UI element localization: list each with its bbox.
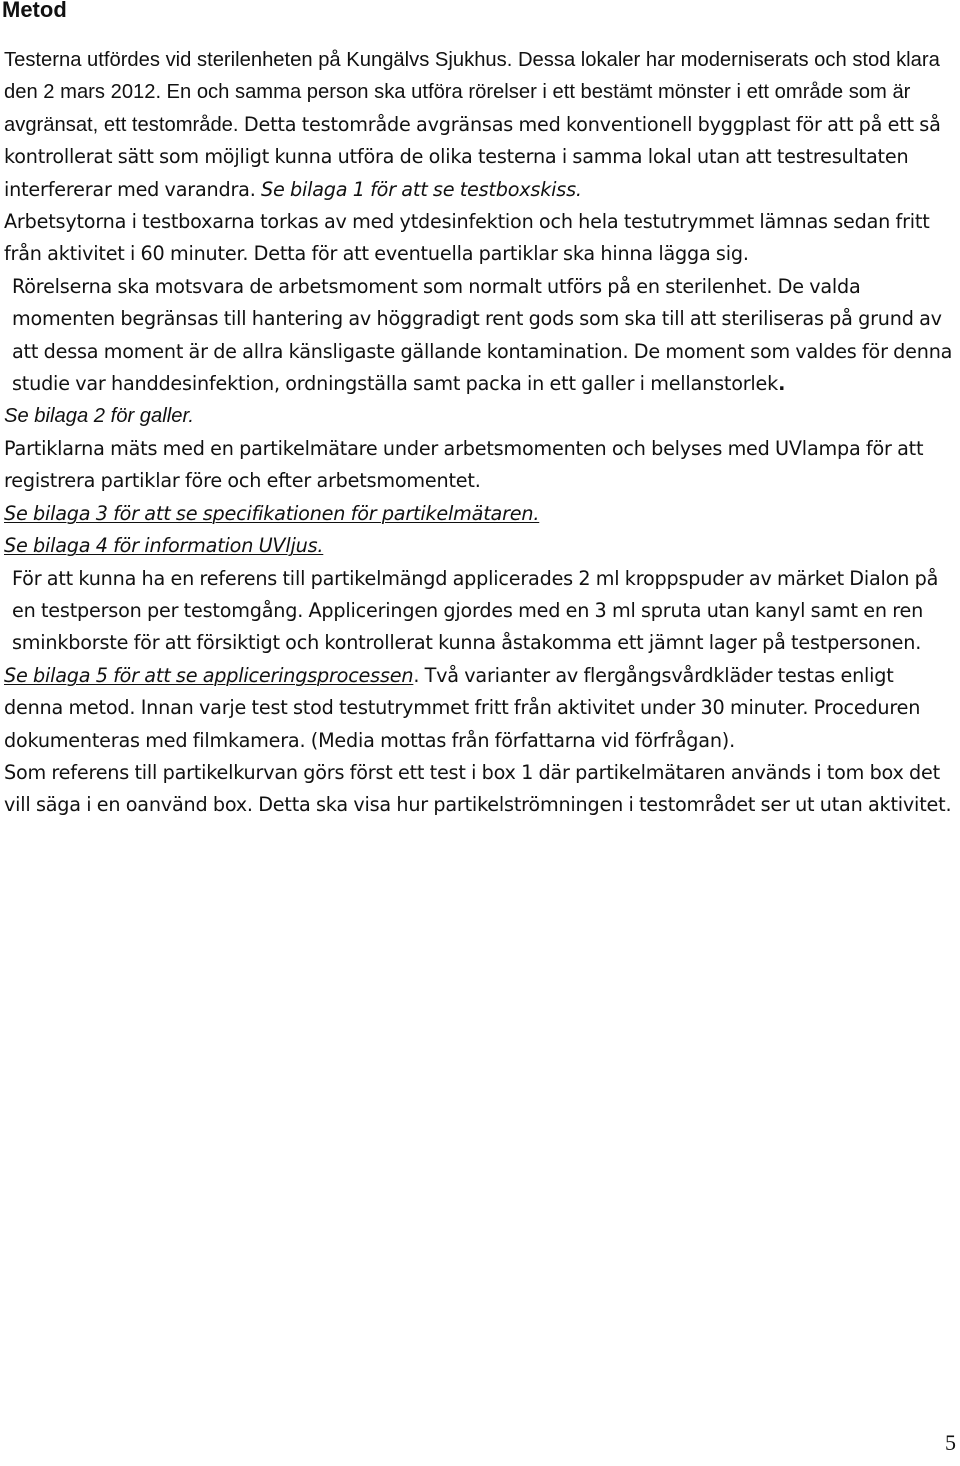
paragraph-movements: [4, 271, 956, 401]
paragraph-intro: [4, 44, 956, 206]
movements-text: Rörelserna ska motsvara de arbetsmoment som normalt utförs på en sterilenhet. De valda momenten begränsas till hantering av höggradigt rent gods som ska till att steriliseras på grund av att dessa moment är de allra känsligaste gällande kontamination. De moment som valdes för denna studie var handdesinfektion, ordningställa samt packa in ett galler i mellanstorlek: [12, 274, 953, 396]
paragraph-reference-curve: Som referens till partikelkurvan görs först ett test i box 1 där partikelmätaren används i tom box det vill säga i en oanvänd box. Detta ska visa hur partikelströmningen i testområdet ser ut utan aktivitet.: [4, 760, 952, 817]
paragraph-work-surfaces: Arbetsytorna i testboxarna torkas av med ytdesinfektion och hela testutrymmet lämnas sedan fritt från aktivitet i 60 minuter. Detta för att eventuella partiklar ska hinna lägga sig.: [4, 210, 930, 266]
reference-appendix-5: Se bilaga 5 för att se appliceringsprocessen: [4, 663, 414, 687]
application-text: . Två varianter av flergångsvårdkläder testas enligt denna metod. Innan varje test stod testutrymmet fritt från aktivitet under 30 minuter. Proceduren dokumenteras med filmkamera. (Media mottas från författarna vid förfrågan).: [4, 663, 921, 752]
section-heading: Metod: [2, 0, 67, 22]
paragraph-reference-powder: För att kunna ha en referens till partikelmängd applicerades 2 ml kroppspuder av märket Dialon på en testperson per testomgång. Appliceringen gjordes med en 3 ml spruta utan kanyl samt en ren sminkborste för att försiktigt och kontrollerat kunna åstakomma ett jämnt lager på testpersonen.: [12, 566, 939, 655]
reference-appendix-3: Se bilaga 3 för att se specifikationen för partikelmätaren.: [4, 501, 540, 525]
intro-sentence-testarea: Detta testområde avgränsas med konventionell byggplast för att på ett så kontrollerat sätt som möjligt kunna utföra de olika testerna i samma lokal utan att testresultaten interfererar med varandra.: [4, 112, 941, 201]
movements-period: .: [778, 372, 786, 396]
paragraph-particle-measurement: Partiklarna mäts med en partikelmätare under arbetsmomenten och belyses med UVlampa för att registrera partiklar före och efter arbetsmomentet.: [4, 436, 924, 493]
intro-sentence-location: Testerna utfördes vid sterilenheten på Kungälvs Sjukhus. Dessa lokaler har moderniserats och stod klara den 2 mars 2012.: [4, 49, 940, 104]
paragraph-application: [4, 660, 956, 757]
intro-sentence-person: En och samma person ska utföra rörelser i ett bestämt mönster i ett område som är avgränsat, ett testområde.: [4, 81, 911, 136]
reference-appendix-4: Se bilaga 4 för information UVljus.: [4, 534, 324, 558]
body-text: [4, 44, 956, 822]
reference-appendix-2: Se bilaga 2 för galler.: [4, 405, 195, 428]
reference-appendix-1: Se bilaga 1 för att se testboxskiss.: [261, 177, 582, 201]
page-number: 5: [945, 1430, 956, 1455]
